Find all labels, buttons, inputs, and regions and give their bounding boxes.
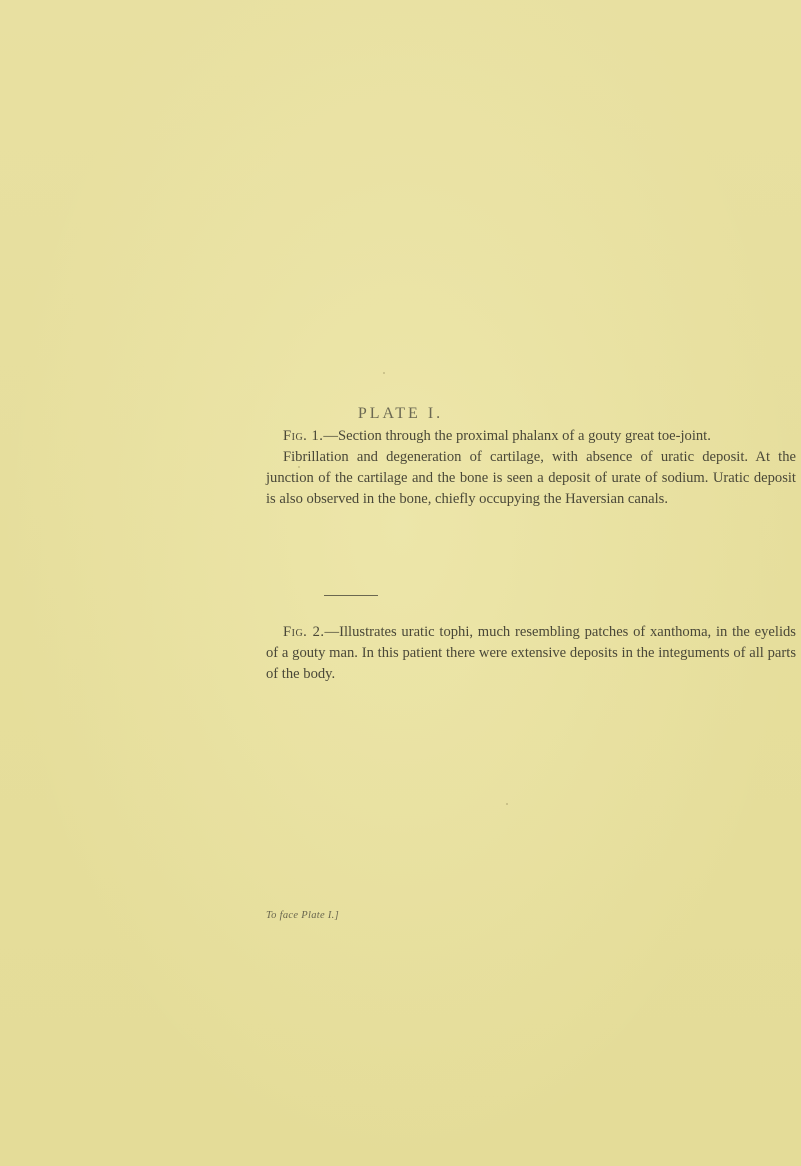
- figure-1-description: [266, 426, 796, 510]
- figure-1-caption: [266, 426, 796, 447]
- figure-2-caption-text: —Illustrates uratic tophi, much resembling patches of xanthoma, in the eyelids of a gouty man. In this patient there were extensive deposits in the integuments of all parts of the body.: [266, 624, 796, 682]
- plate-title: PLATE I.: [357, 405, 444, 422]
- figure-1-detail: [266, 447, 796, 510]
- figure-1-caption-text: —Section through the proximal phalanx of a gouty great toe-joint.: [323, 428, 711, 444]
- figure-2-caption: [266, 622, 796, 685]
- figure-1-label: Fig. 1.: [283, 428, 324, 444]
- plate-footnote: To face Plate I.]: [266, 910, 339, 921]
- figure-2-label: Fig. 2.: [283, 624, 325, 640]
- section-divider: [324, 595, 378, 596]
- figure-2-description: [266, 622, 796, 685]
- paper-speck: [383, 372, 385, 374]
- paper-speck: [506, 803, 508, 805]
- figure-1-detail-text: Fibrillation and degeneration of cartilage, with absence of uratic deposit. At the junction of the cartilage and the bone is seen a deposit of urate of sodium. Uratic deposit is also observed in the bone, chiefly occupying the Haversian canals.: [266, 449, 796, 507]
